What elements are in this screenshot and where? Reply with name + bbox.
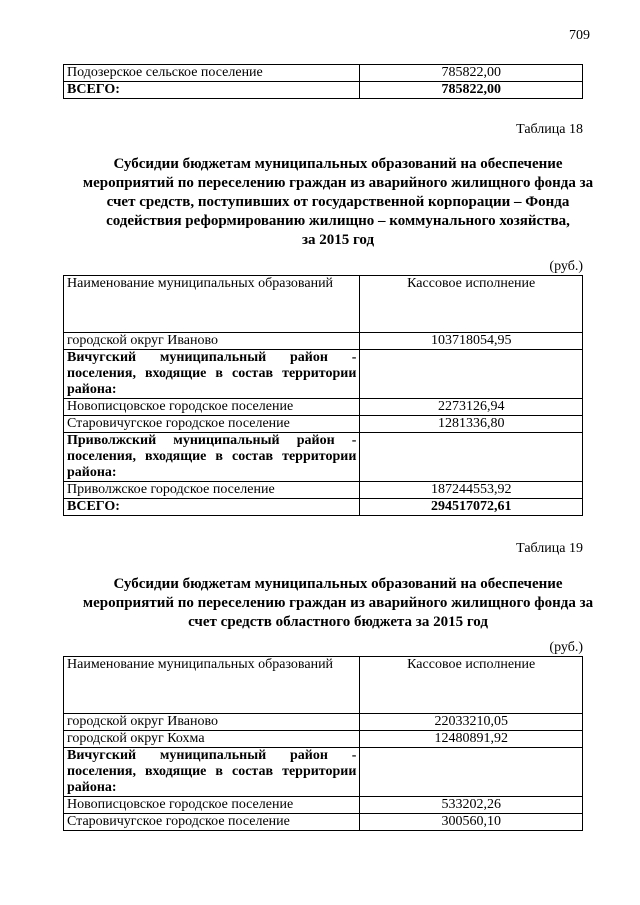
row-value: 2273126,94	[360, 399, 583, 416]
table-19-label: Таблица 19	[516, 541, 583, 556]
header-name: Наименование муниципальных образований	[64, 657, 360, 714]
header-value: Кассовое исполнение	[360, 657, 583, 714]
top-table	[63, 64, 583, 99]
title-line: Субсидии бюджетам муниципальных образований на обеспечение	[113, 156, 563, 172]
title-line: счет средств, поступивших от государственной корпорации – Фонда	[106, 194, 570, 210]
table-row	[64, 416, 583, 433]
row-value: 300560,10	[360, 814, 583, 831]
table-header-row	[64, 657, 583, 714]
row-name: Новописцовское городское поселение	[64, 797, 360, 814]
table-19	[63, 656, 583, 831]
table-18-units: (руб.)	[549, 259, 583, 274]
row-value: 12480891,92	[360, 731, 583, 748]
empty-cell	[360, 350, 583, 399]
title-line: за 2015 год	[301, 232, 375, 248]
row-name: городской округ Кохма	[64, 731, 360, 748]
total-label: ВСЕГО:	[64, 82, 360, 99]
district-row	[64, 433, 583, 482]
empty-cell	[360, 433, 583, 482]
district-heading: Приволжский муниципальный район - поселения, входящие в состав территории района:	[64, 433, 360, 482]
row-name: Подозерское сельское поселение	[64, 65, 360, 82]
district-row	[64, 748, 583, 797]
table-row	[64, 714, 583, 731]
total-value: 294517072,61	[360, 499, 583, 516]
row-name: городской округ Иваново	[64, 714, 360, 731]
empty-cell	[360, 748, 583, 797]
total-label: ВСЕГО:	[64, 499, 360, 516]
total-value: 785822,00	[360, 82, 583, 99]
table-19-title	[63, 575, 613, 632]
total-row	[64, 499, 583, 516]
table-18	[63, 275, 583, 516]
row-value: 22033210,05	[360, 714, 583, 731]
title-line: мероприятий по переселению граждан из аварийного жилищного фонда за	[82, 175, 594, 191]
header-name: Наименование муниципальных образований	[64, 276, 360, 333]
table-row	[64, 399, 583, 416]
title-line: содействия реформированию жилищно – коммунального хозяйства,	[106, 213, 570, 229]
table-row	[64, 797, 583, 814]
row-value: 187244553,92	[360, 482, 583, 499]
title-line: мероприятий по переселению граждан из аварийного жилищного фонда за	[82, 595, 594, 611]
table-row	[64, 333, 583, 350]
title-line: Субсидии бюджетам муниципальных образований на обеспечение	[113, 576, 563, 592]
row-name: Приволжское городское поселение	[64, 482, 360, 499]
table-18-label: Таблица 18	[516, 122, 583, 137]
title-line: счет средств областного бюджета за 2015 год	[188, 614, 488, 630]
district-row	[64, 350, 583, 399]
total-row	[64, 82, 583, 99]
district-heading: Вичугский муниципальный район - поселения, входящие в состав территории района:	[64, 350, 360, 399]
table-row	[64, 731, 583, 748]
header-value: Кассовое исполнение	[360, 276, 583, 333]
row-value: 785822,00	[360, 65, 583, 82]
row-name: Старовичугское городское поселение	[64, 814, 360, 831]
row-value: 1281336,80	[360, 416, 583, 433]
table-header-row	[64, 276, 583, 333]
table-row	[64, 482, 583, 499]
district-heading: Вичугский муниципальный район - поселения, входящие в состав территории района:	[64, 748, 360, 797]
table-18-title	[63, 155, 613, 250]
table-19-units: (руб.)	[549, 640, 583, 655]
page-number: 709	[569, 28, 590, 43]
row-name: Старовичугское городское поселение	[64, 416, 360, 433]
row-name: Новописцовское городское поселение	[64, 399, 360, 416]
row-value: 533202,26	[360, 797, 583, 814]
row-name: городской округ Иваново	[64, 333, 360, 350]
table-row	[64, 65, 583, 82]
row-value: 103718054,95	[360, 333, 583, 350]
table-row	[64, 814, 583, 831]
